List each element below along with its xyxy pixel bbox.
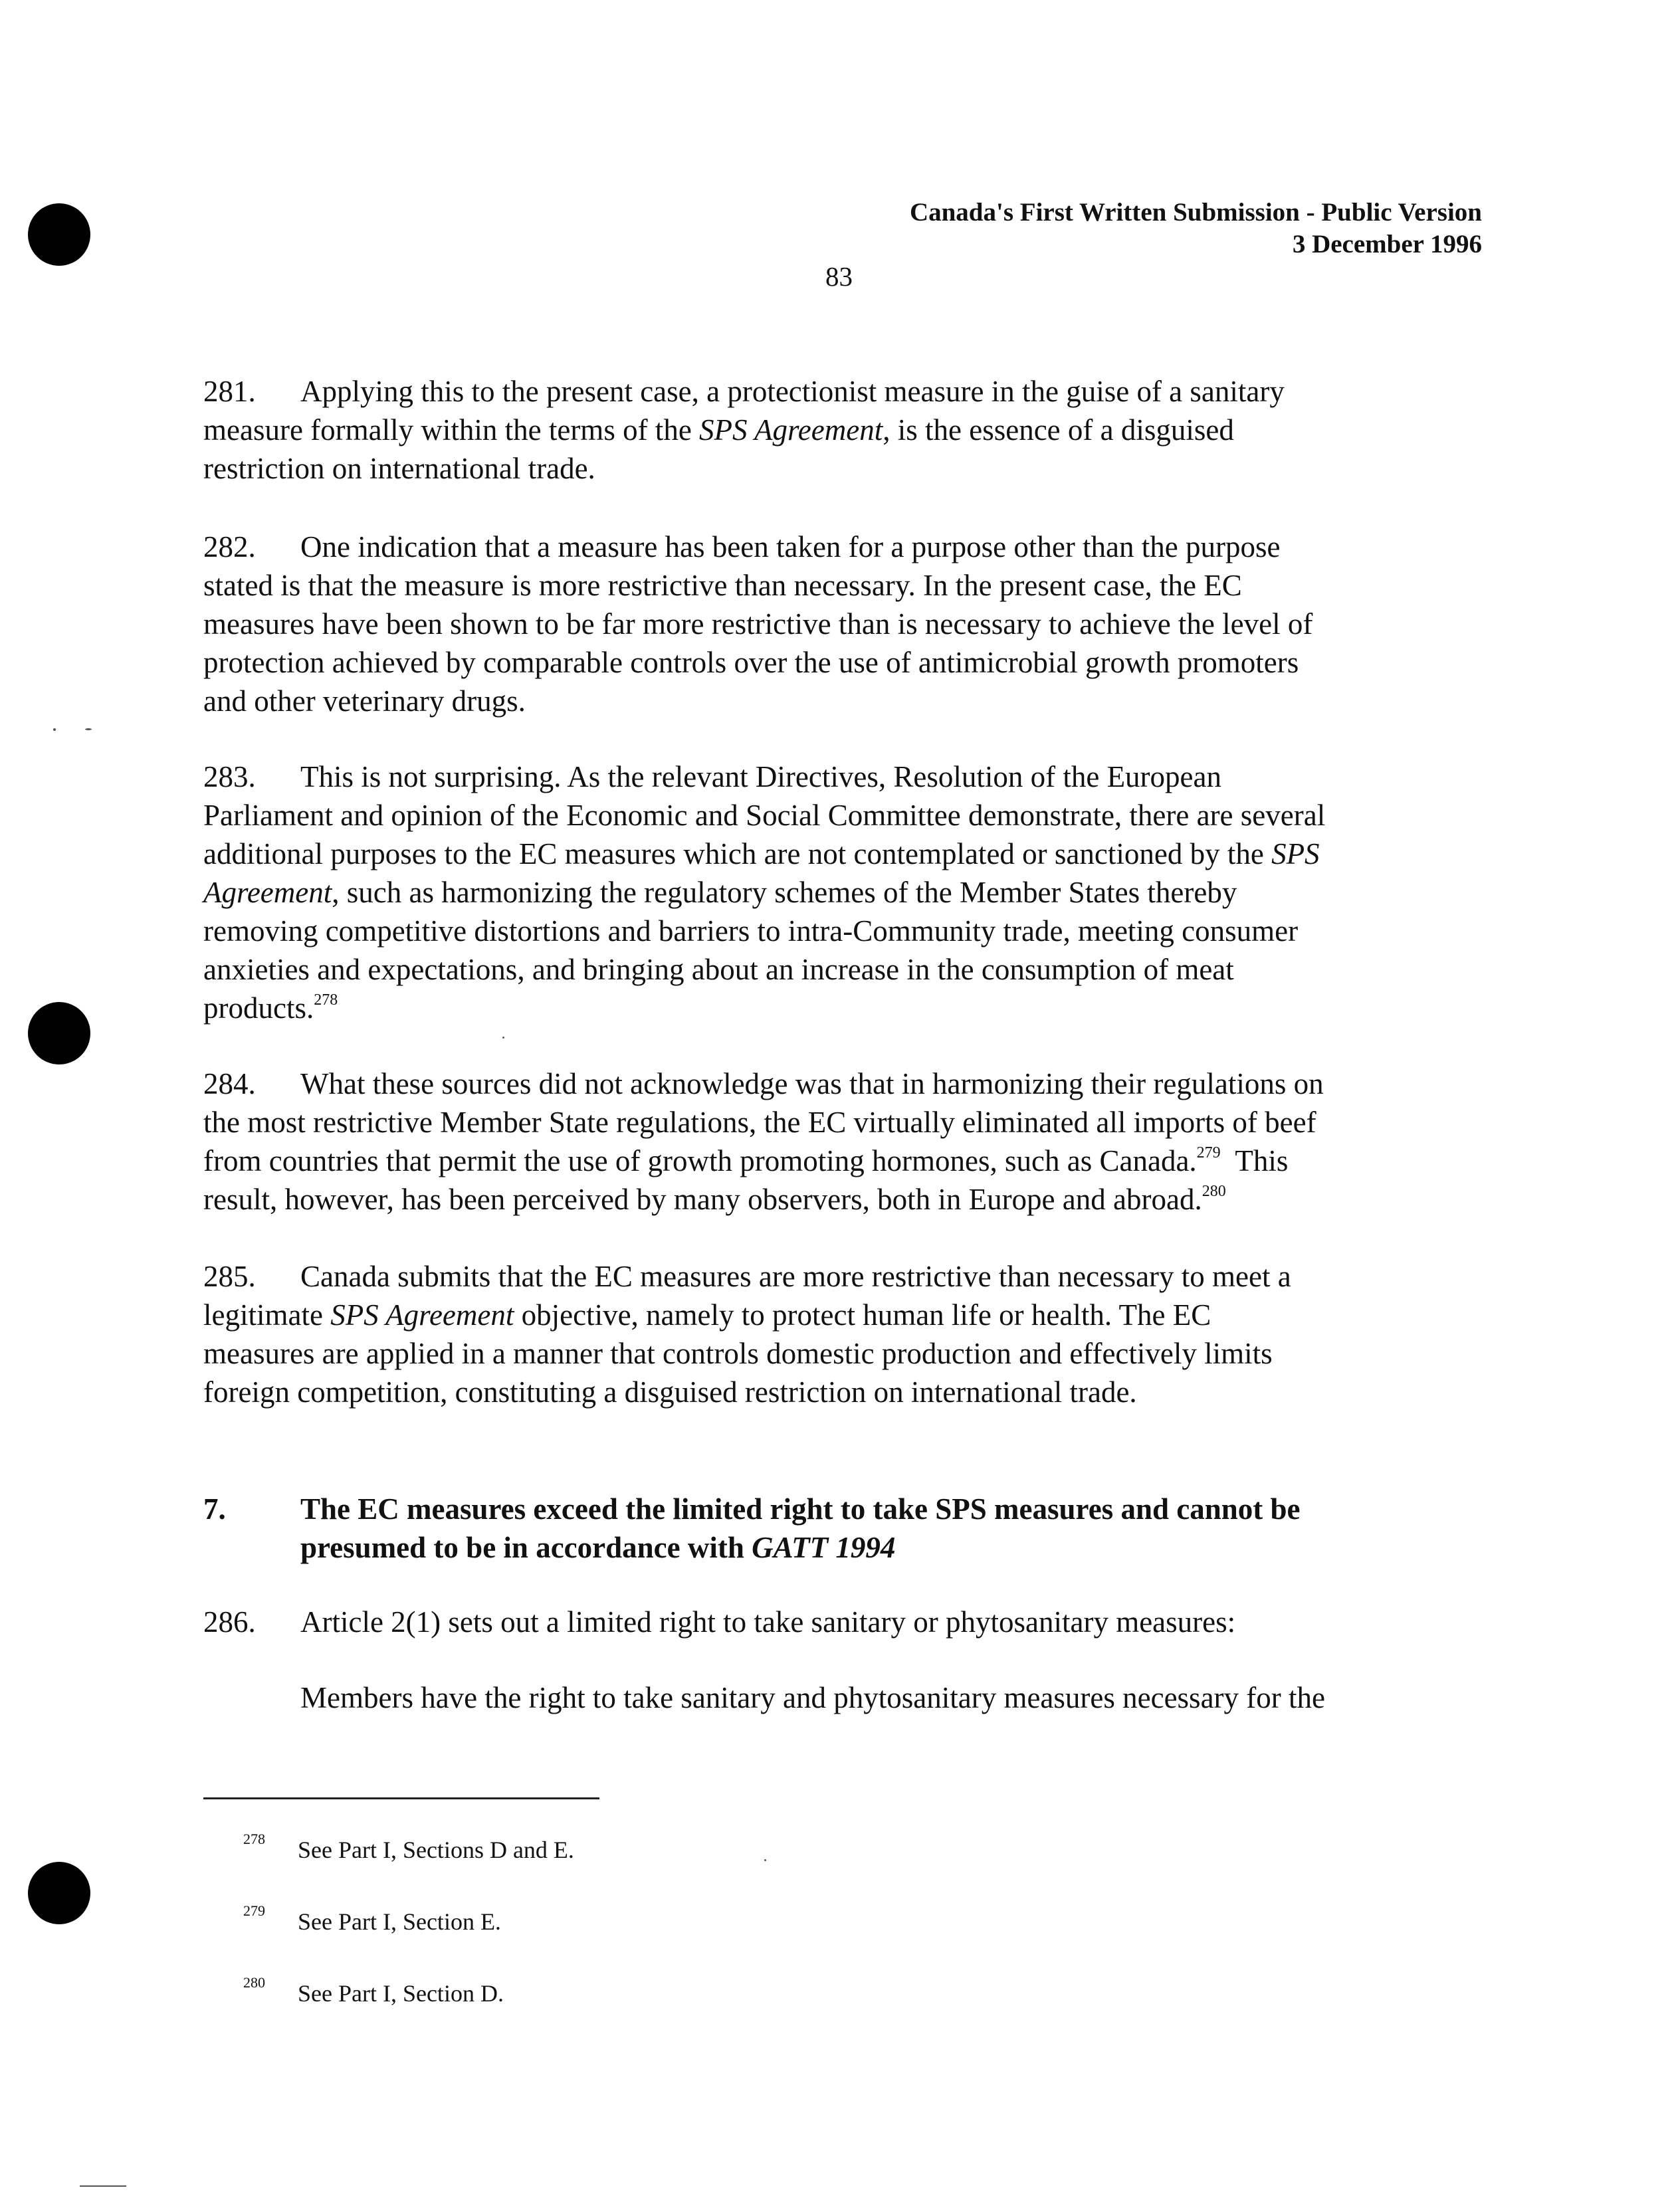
- paragraph-text: , such as harmonizing the regulatory schemes of the Member States thereby: [332, 876, 1237, 909]
- paragraph-text: This: [1220, 1144, 1289, 1177]
- paragraph-285: [203, 1257, 1493, 1411]
- footnote-text: See Part I, Sections D and E.: [298, 1837, 574, 1863]
- paragraph-282: [203, 528, 1493, 720]
- header-date: 3 December 1996: [1292, 230, 1482, 258]
- section-number: 7.: [203, 1492, 226, 1526]
- paragraph-text: measure formally within the terms of the: [203, 413, 700, 447]
- italic-title: Agreement: [203, 876, 332, 909]
- footnote-ref-280[interactable]: 280: [1202, 1183, 1226, 1200]
- header-title: Canada's First Written Submission - Public Version: [909, 198, 1482, 227]
- section-title-line: presumed to be in accordance with: [300, 1531, 752, 1564]
- italic-title: SPS: [1271, 837, 1320, 870]
- section-heading: [203, 1490, 1486, 1567]
- paragraph-number: 281.: [203, 375, 256, 408]
- punch-hole-top: [28, 203, 90, 266]
- paragraph-text: , is the essence of a disguised: [883, 413, 1234, 447]
- scan-speck: [53, 728, 56, 731]
- footnote-280: $^{280}$ See Part I, Section D.: [243, 1974, 504, 2007]
- paragraph-text: the most restrictive Member State regulations, the EC virtually eliminated all imports of beef: [203, 1106, 1316, 1139]
- paragraph-286: [203, 1603, 1493, 1641]
- punch-hole-bottom: [28, 1862, 90, 1924]
- section-title-line: The EC measures exceed the limited right to take SPS measures and cannot be: [300, 1492, 1301, 1526]
- paragraph-number: 285.: [203, 1260, 256, 1293]
- paragraph-284: [203, 1064, 1493, 1219]
- page-number: 83: [825, 261, 853, 292]
- scan-speck: [764, 1859, 766, 1861]
- footnote-text: See Part I, Section D.: [298, 1980, 504, 2007]
- footnote-278: $^{278}$ See Part I, Sections D and E.: [243, 1831, 574, 1863]
- italic-title: GATT 1994: [752, 1531, 896, 1564]
- paragraph-text: protection achieved by comparable controls over the use of antimicrobial growth promoters: [203, 646, 1299, 679]
- footnote-ref-279[interactable]: 279: [1196, 1144, 1221, 1161]
- paragraph-number: 283.: [203, 760, 256, 793]
- punch-hole-middle: [28, 1002, 90, 1064]
- scan-speck: [85, 728, 92, 730]
- paragraph-text: This is not surprising. As the relevant Directives, Resolution of the European: [300, 760, 1221, 793]
- paragraph-text: legitimate: [203, 1298, 331, 1332]
- paragraph-text: What these sources did not acknowledge was that in harmonizing their regulations on: [300, 1067, 1324, 1100]
- footnote-divider: [203, 1797, 599, 1799]
- footnote-text: See Part I, Section E.: [298, 1908, 501, 1935]
- block-quote: Members have the right to take sanitary and phytosanitary measures necessary for the: [300, 1681, 1325, 1714]
- document-header: [910, 197, 1482, 260]
- scan-speck: [502, 1037, 504, 1039]
- paragraph-text: products.: [203, 991, 314, 1025]
- paragraph-text: anxieties and expectations, and bringing about an increase in the consumption of meat: [203, 953, 1234, 986]
- paragraph-text: One indication that a measure has been taken for a purpose other than the purpose: [300, 530, 1281, 563]
- paragraph-text: stated is that the measure is more restrictive than necessary. In the present case, the EC: [203, 569, 1242, 602]
- italic-title: SPS Agreement: [699, 413, 883, 447]
- paragraph-text: Applying this to the present case, a protectionist measure in the guise of a sanitary: [300, 375, 1285, 408]
- paragraph-number: 282.: [203, 530, 256, 563]
- paragraph-text: Parliament and opinion of the Economic and Social Committee demonstrate, there are several: [203, 799, 1326, 832]
- scan-speck: [80, 2185, 126, 2187]
- paragraph-number: 286.: [203, 1605, 256, 1639]
- paragraph-text: additional purposes to the EC measures which are not contemplated or sanctioned by the: [203, 837, 1272, 870]
- paragraph-283: [203, 757, 1493, 1027]
- paragraph-text: restriction on international trade.: [203, 452, 595, 485]
- paragraph-text: removing competitive distortions and barriers to intra-Community trade, meeting consumer: [203, 914, 1299, 948]
- paragraph-number: 284.: [203, 1067, 256, 1100]
- paragraph-text: Article 2(1) sets out a limited right to take sanitary or phytosanitary measures:: [300, 1605, 1236, 1639]
- paragraph-281: [203, 372, 1493, 488]
- paragraph-text: measures are applied in a manner that controls domestic production and effectively limits: [203, 1337, 1273, 1370]
- footnote-ref-278[interactable]: 278: [314, 991, 338, 1009]
- paragraph-text: result, however, has been perceived by many observers, both in Europe and abroad.: [203, 1183, 1202, 1216]
- paragraph-text: foreign competition, constituting a disguised restriction on international trade.: [203, 1375, 1137, 1409]
- paragraph-text: and other veterinary drugs.: [203, 684, 526, 718]
- paragraph-text: objective, namely to protect human life or health. The EC: [514, 1298, 1211, 1332]
- paragraph-text: Canada submits that the EC measures are more restrictive than necessary to meet a: [300, 1260, 1291, 1293]
- italic-title: SPS Agreement: [330, 1298, 514, 1332]
- paragraph-text: from countries that permit the use of growth promoting hormones, such as Canada.: [203, 1144, 1197, 1177]
- paragraph-text: measures have been shown to be far more restrictive than is necessary to achieve the level of: [203, 607, 1313, 641]
- footnote-279: $^{279}$ See Part I, Section E.: [243, 1902, 501, 1935]
